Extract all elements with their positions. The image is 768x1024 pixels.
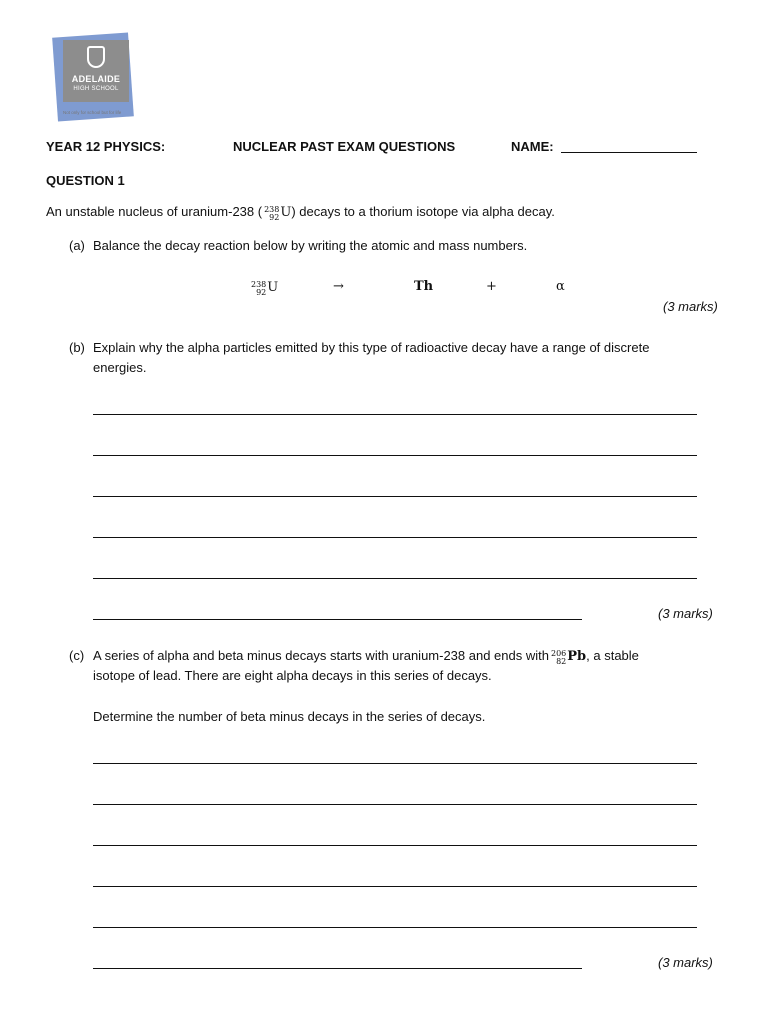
equation-plus: +: [486, 279, 497, 294]
part-b-text-line1: Explain why the alpha particles emitted by this type of radioactive decay have a range of discrete: [93, 340, 650, 355]
answer-line[interactable]: [93, 968, 582, 969]
answer-line[interactable]: [93, 496, 697, 497]
logo-name: ADELAIDE: [71, 74, 121, 84]
logo-subname: HIGH SCHOOL: [73, 86, 119, 92]
answer-line[interactable]: [93, 927, 697, 928]
part-c-marks: (3 marks): [658, 955, 713, 970]
lead-nuclide: 206 82: [550, 649, 567, 666]
question-heading: QUESTION 1: [46, 173, 125, 188]
name-field[interactable]: [561, 152, 697, 153]
part-a-label: (a): [69, 238, 85, 253]
subject-label: YEAR 12 PHYSICS:: [46, 139, 166, 154]
answer-line[interactable]: [93, 619, 582, 620]
part-a-marks: (3 marks): [663, 299, 718, 314]
logo-tagline: Not only for school but for life: [63, 110, 122, 115]
page-title: NUCLEAR PAST EXAM QUESTIONS: [233, 139, 456, 154]
answer-line[interactable]: [93, 804, 697, 805]
answer-line[interactable]: [93, 763, 697, 764]
answer-line[interactable]: [93, 537, 697, 538]
part-a-text: Balance the decay reaction below by writing the atomic and mass numbers.: [93, 238, 528, 253]
part-c-text-line2: isotope of lead. There are eight alpha decays in this series of decays.: [93, 668, 492, 683]
answer-line[interactable]: [93, 455, 697, 456]
school-logo: [63, 40, 129, 102]
name-label: NAME:: [511, 139, 554, 154]
answer-line[interactable]: [93, 578, 697, 579]
part-c-text-line3: Determine the number of beta minus decays in the series of decays.: [93, 709, 486, 724]
equation-thorium: Th: [414, 279, 434, 294]
equation-arrow: →: [333, 279, 344, 294]
question-intro: An unstable nucleus of uranium-238 ( 238 92 U) decays to a thorium isotope via alpha decay.: [46, 204, 555, 222]
part-c-text-line1: A series of alpha and beta minus decays starts with uranium-238 and ends with 206 82 Pb, a stable: [93, 648, 639, 666]
answer-line[interactable]: [93, 886, 697, 887]
answer-line[interactable]: [93, 845, 697, 846]
equation-reactant: 238 92 U: [251, 280, 279, 297]
equation-alpha: α: [556, 279, 565, 294]
part-b-text-line2: energies.: [93, 360, 147, 375]
uranium-nuclide: 238 92: [264, 205, 280, 222]
answer-line[interactable]: [93, 414, 697, 415]
part-b-label: (b): [69, 340, 85, 355]
part-c-label: (c): [69, 648, 85, 663]
crest-icon: [87, 46, 105, 68]
part-b-marks: (3 marks): [658, 606, 713, 621]
